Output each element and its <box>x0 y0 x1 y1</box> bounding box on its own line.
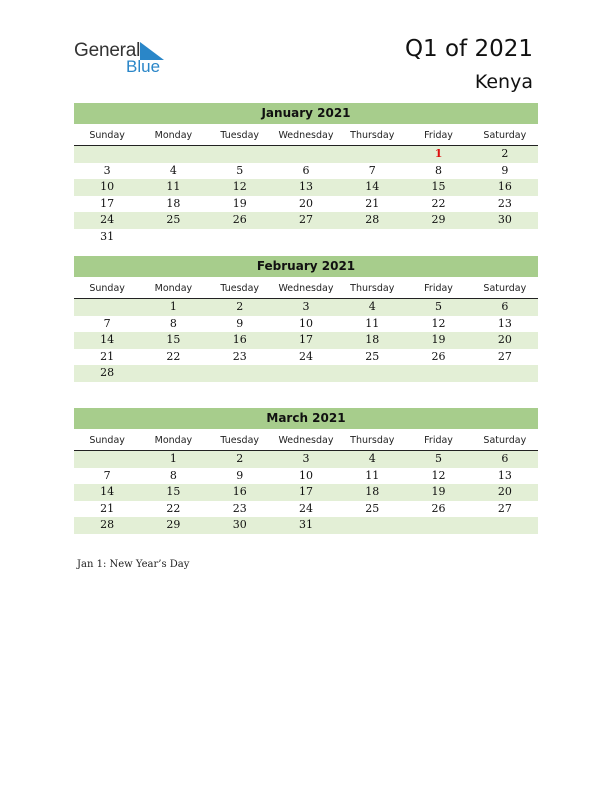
day-cell: 5 <box>435 300 443 313</box>
day-cell: 9 <box>236 468 244 482</box>
day-cell: 11 <box>166 180 181 193</box>
weekday-label: Thursday <box>350 130 395 141</box>
day-cell: 15 <box>431 180 446 193</box>
day-cell: 26 <box>431 501 446 515</box>
week-row <box>74 468 538 485</box>
day-cell <box>140 229 206 246</box>
day-cell <box>273 365 339 382</box>
day-cell <box>207 365 273 382</box>
day-cell: 8 <box>169 316 177 330</box>
day-cell: 3 <box>103 163 111 177</box>
day-cell: 21 <box>365 196 380 210</box>
day-cell <box>472 229 538 246</box>
day-cell <box>74 146 140 163</box>
month-calendar <box>74 256 538 382</box>
logo-blue-text: Blue <box>126 57 161 76</box>
day-cell: 6 <box>501 452 509 465</box>
day-cell <box>339 365 405 382</box>
day-cell <box>339 146 405 163</box>
month-calendar <box>74 408 538 534</box>
week-row <box>74 196 538 213</box>
page-title: Q1 of 2021 <box>404 36 533 62</box>
week-row <box>74 332 538 349</box>
day-cell: 11 <box>365 468 380 482</box>
day-cell <box>140 365 206 382</box>
day-cell: 16 <box>497 180 512 193</box>
country-name: Kenya <box>474 71 533 93</box>
day-cell: 13 <box>298 180 313 193</box>
day-cell: 19 <box>232 196 247 210</box>
day-cell: 8 <box>435 163 443 177</box>
day-cell: 29 <box>166 518 181 531</box>
day-cell: 22 <box>431 196 446 210</box>
weekday-header-row <box>74 431 538 451</box>
day-cell <box>472 365 538 382</box>
day-cell: 24 <box>100 213 115 226</box>
day-cell: 31 <box>298 518 313 531</box>
day-cell: 23 <box>232 349 247 363</box>
weekday-label: Wednesday <box>278 435 334 446</box>
day-cell: 26 <box>431 349 446 363</box>
day-cell: 3 <box>302 300 310 313</box>
day-cell: 19 <box>431 333 446 346</box>
day-cell <box>207 229 273 246</box>
day-cell: 20 <box>497 333 512 346</box>
weekday-label: Thursday <box>350 283 395 294</box>
day-cell: 17 <box>298 333 313 346</box>
day-cell: 19 <box>431 485 446 498</box>
day-cell: 23 <box>232 501 247 515</box>
day-cell: 4 <box>169 163 177 177</box>
day-cell: 9 <box>236 316 244 330</box>
week-row <box>74 212 538 229</box>
day-cell: 22 <box>166 501 181 515</box>
day-cell <box>405 365 471 382</box>
week-row <box>74 451 538 468</box>
day-cell: 25 <box>365 349 380 363</box>
day-cell: 17 <box>100 196 115 210</box>
week-row <box>74 229 538 246</box>
weekday-label: Sunday <box>89 283 125 294</box>
day-cell: 27 <box>298 213 313 226</box>
weekday-label: Wednesday <box>278 283 334 294</box>
weekday-label: Tuesday <box>220 283 260 294</box>
day-cell: 3 <box>302 452 310 465</box>
day-cell: 7 <box>368 163 376 177</box>
day-cell <box>405 517 471 534</box>
weekday-label: Monday <box>154 130 193 141</box>
day-cell: 28 <box>100 518 115 531</box>
day-cell <box>74 451 140 468</box>
day-cell: 14 <box>100 333 115 346</box>
day-cell: 20 <box>298 196 313 210</box>
day-cell: 8 <box>169 468 177 482</box>
day-cell: 4 <box>368 300 376 313</box>
day-cell: 9 <box>501 163 509 177</box>
day-cell: 29 <box>431 213 446 226</box>
weekday-label: Saturday <box>483 130 527 141</box>
day-cell: 2 <box>236 300 244 313</box>
day-cell: 27 <box>497 501 512 515</box>
weekday-label: Friday <box>424 435 453 446</box>
week-row <box>74 501 538 518</box>
day-cell: 1 <box>169 300 177 313</box>
week-row <box>74 163 538 180</box>
weekday-label: Thursday <box>350 435 395 446</box>
weekday-label: Tuesday <box>220 435 260 446</box>
day-cell <box>273 146 339 163</box>
day-cell: 21 <box>100 349 115 363</box>
week-row <box>74 299 538 316</box>
day-cell: 10 <box>298 316 313 330</box>
day-cell: 6 <box>302 163 310 177</box>
day-cell: 25 <box>365 501 380 515</box>
week-row <box>74 179 538 196</box>
weekday-label: Sunday <box>89 435 125 446</box>
weekday-label: Saturday <box>483 435 527 446</box>
day-cell: 12 <box>431 468 446 482</box>
day-cell: 15 <box>166 333 181 346</box>
month-title: February 2021 <box>74 256 538 277</box>
day-cell: 11 <box>365 316 380 330</box>
day-cell <box>74 299 140 316</box>
day-cell: 24 <box>298 501 313 515</box>
week-row <box>74 484 538 501</box>
day-cell: 5 <box>236 163 244 177</box>
day-cell: 22 <box>166 349 181 363</box>
day-cell <box>140 146 206 163</box>
day-cell: 16 <box>232 333 247 346</box>
day-cell: 6 <box>501 300 509 313</box>
day-cell: 5 <box>435 452 443 465</box>
week-row <box>74 517 538 534</box>
day-cell: 4 <box>368 452 376 465</box>
weekday-label: Monday <box>154 435 193 446</box>
day-cell: 7 <box>103 468 111 482</box>
day-cell: 30 <box>232 518 247 531</box>
day-cell: 28 <box>365 213 380 226</box>
day-cell: 7 <box>103 316 111 330</box>
week-row <box>74 146 538 163</box>
week-row <box>74 365 538 382</box>
holiday-note: Jan 1: New Year’s Day <box>77 559 190 570</box>
week-row <box>74 349 538 366</box>
day-cell <box>405 229 471 246</box>
day-cell: 30 <box>497 213 512 226</box>
week-row <box>74 316 538 333</box>
weekday-label: Friday <box>424 283 453 294</box>
day-cell: 18 <box>365 333 380 346</box>
month-title: January 2021 <box>74 103 538 124</box>
day-cell: 12 <box>232 180 247 193</box>
day-cell: 2 <box>236 452 244 465</box>
month-calendar <box>74 103 538 245</box>
day-cell: 18 <box>166 196 181 210</box>
day-cell: 24 <box>298 349 313 363</box>
day-cell <box>472 517 538 534</box>
day-cell: 13 <box>497 316 512 330</box>
day-cell: 25 <box>166 213 181 226</box>
weekday-header-row <box>74 279 538 299</box>
month-title: March 2021 <box>74 408 538 429</box>
day-cell: 20 <box>497 485 512 498</box>
day-cell: 23 <box>497 196 512 210</box>
day-cell: 10 <box>298 468 313 482</box>
day-cell: 12 <box>431 316 446 330</box>
day-cell: 15 <box>166 485 181 498</box>
day-cell <box>273 229 339 246</box>
weekday-label: Tuesday <box>220 130 260 141</box>
day-cell: 17 <box>298 485 313 498</box>
weekday-label: Sunday <box>89 130 125 141</box>
day-cell: 26 <box>232 213 247 226</box>
day-cell <box>339 229 405 246</box>
day-cell <box>207 146 273 163</box>
day-cell: 2 <box>501 147 509 160</box>
day-cell: 16 <box>232 485 247 498</box>
day-cell: 1 <box>169 452 177 465</box>
logo-general-text: General <box>74 40 141 61</box>
day-cell: 14 <box>100 485 115 498</box>
day-cell: 13 <box>497 468 512 482</box>
weekday-label: Wednesday <box>278 130 334 141</box>
day-cell: 31 <box>100 229 115 243</box>
weekday-header-row <box>74 126 538 146</box>
weekday-label: Monday <box>154 283 193 294</box>
generalblue-logo <box>74 40 174 80</box>
weekday-label: Friday <box>424 130 453 141</box>
day-cell: 18 <box>365 485 380 498</box>
day-cell: 14 <box>365 180 380 193</box>
weekday-label: Saturday <box>483 283 527 294</box>
day-cell: 28 <box>100 366 115 379</box>
day-cell <box>339 517 405 534</box>
day-cell: 10 <box>100 180 115 193</box>
day-cell: 1 <box>434 147 443 160</box>
day-cell: 27 <box>497 349 512 363</box>
day-cell: 21 <box>100 501 115 515</box>
